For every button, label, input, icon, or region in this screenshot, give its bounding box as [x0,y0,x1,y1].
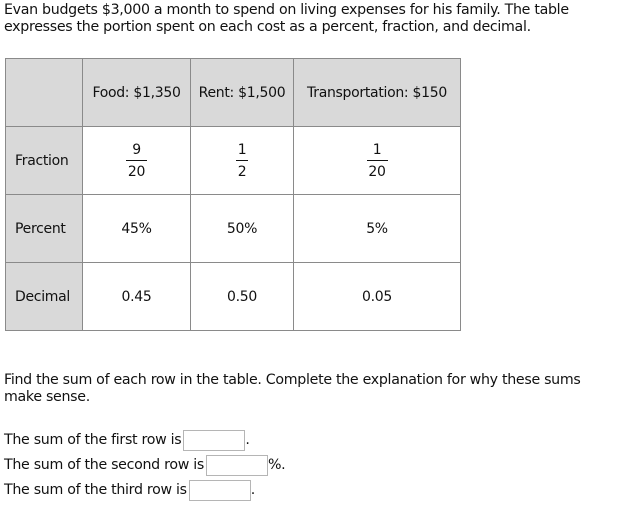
cell-fraction-food [83,127,191,195]
answer-1-prefix: The sum of the first row is [4,432,182,448]
cell-fraction-transportation [294,127,461,195]
numerator: 9 [132,141,141,158]
intro-text: Evan budgets $3,000 a month to spend on living expenses for his family. The table expresses the portion spent on each cost as a percent, fraction, and decimal. [4,2,569,35]
header-rent: Rent: $1,500 [191,59,294,127]
question-text: Find the sum of each row in the table. Complete the explanation for why these sums make sense. [4,372,581,405]
answer-line-2 [4,453,285,477]
fraction-bar [126,160,147,161]
answer-2-input[interactable] [206,455,268,476]
numerator: 1 [372,141,382,158]
cell-decimal-transportation: 0.05 [294,263,461,331]
cell-decimal-rent: 0.50 [191,263,294,331]
answer-3-input[interactable] [189,480,251,501]
fraction [126,142,147,180]
cell-decimal-food: 0.45 [83,263,191,331]
table-header-row [6,59,461,127]
fraction [367,142,388,180]
denominator: 2 [237,163,247,180]
answer-line-1 [4,428,250,452]
denominator: 20 [368,163,386,180]
table-row-fraction [6,127,461,195]
cell-percent-transportation: 5% [294,195,461,263]
cell-percent-food: 45% [83,195,191,263]
header-food: Food: $1,350 [83,59,191,127]
fraction-bar [367,160,388,161]
row-label-fraction: Fraction [6,127,83,195]
header-transportation: Transportation: $150 [294,59,461,127]
table-row-decimal [6,263,461,331]
budget-table [5,58,461,331]
answer-1-input[interactable] [183,430,245,451]
table-row-percent [6,195,461,263]
denominator: 20 [127,163,146,180]
answer-2-suffix: %. [267,457,286,473]
fraction-bar [236,160,248,161]
answer-2-prefix: The sum of the second row is [4,457,204,473]
answer-3-suffix: . [250,482,255,498]
corner-cell [6,59,83,127]
numerator: 1 [237,141,247,158]
answer-3-prefix: The sum of the third row is [4,482,187,498]
cell-fraction-rent [191,127,294,195]
fraction [236,142,248,180]
cell-percent-rent: 50% [191,195,294,263]
answer-line-3 [4,478,255,502]
row-label-decimal: Decimal [6,263,83,331]
row-label-percent: Percent [6,195,83,263]
answer-1-suffix: . [245,432,250,448]
